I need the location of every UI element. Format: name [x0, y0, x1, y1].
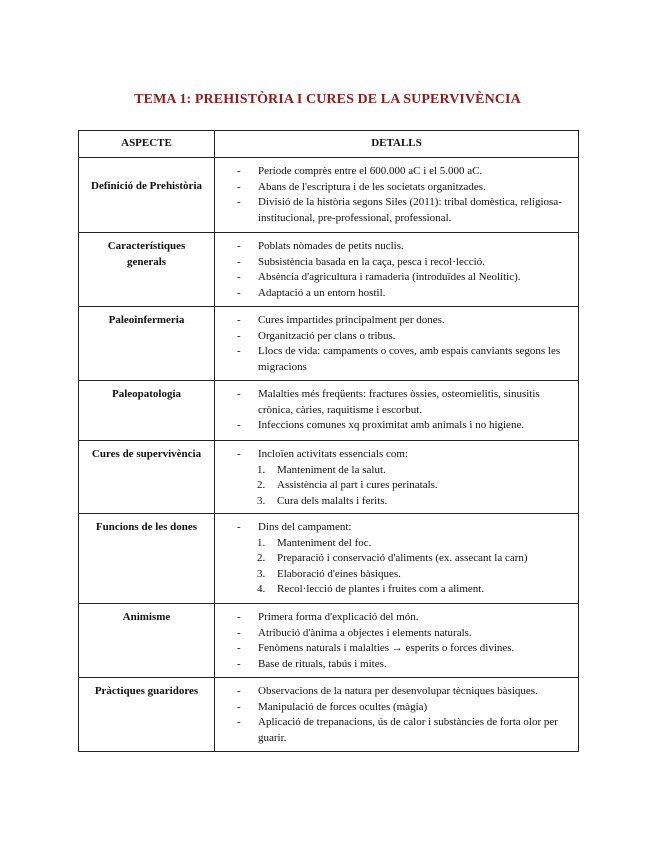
numbered-item-text: Preparació i conservació d'aliments (ex. assecant la carn)	[277, 552, 528, 564]
summary-table	[78, 130, 579, 752]
numbered-sublist	[237, 463, 570, 510]
details-cell	[215, 514, 579, 604]
numbered-item-text: Elaboració d'eines bàsiques.	[277, 567, 401, 580]
list-item: - Llocs de vida: campaments o coves, amb espais canviants segons les migracions	[237, 344, 570, 375]
bullet-list	[237, 387, 570, 434]
table-row	[79, 381, 579, 441]
numbered-item: 3. Elaboració d'eines bàsiques.	[257, 567, 401, 580]
aspect-cell	[79, 233, 215, 307]
list-item: - Observacions de la natura per desenvolupar tècniques bàsiques.	[237, 684, 570, 700]
list-item: - Manipulació de forces ocultes (màgia)	[237, 700, 570, 716]
aspect-label: Paleoinfermeria	[108, 314, 185, 326]
list-item: - Aplicació de trepanacions, ús de calor i substàncies de forta olor per guarir.	[237, 715, 570, 746]
list-item: - Cures impartides principalment per dones.	[237, 313, 570, 329]
header-row	[79, 131, 579, 158]
list-item: - Poblats nòmades de petits nuclis.	[237, 239, 570, 255]
table-row	[79, 604, 579, 678]
list-item: - Dins del campament:	[237, 520, 570, 536]
table-row	[79, 307, 579, 381]
page-title: TEMA 1: PREHISTÒRIA I CURES DE LA SUPERVIVÈNCIA	[134, 92, 521, 107]
details-cell	[215, 678, 579, 752]
details-cell	[215, 307, 579, 381]
bullet-list	[237, 610, 570, 672]
details-cell	[215, 233, 579, 307]
list-item: - Malalties més freqüents: fractures òssies, osteomielitis, sinusitis crònica, càries, raquitisme i escorbut.	[237, 387, 570, 418]
numbered-item-text: Assistència al part i cures perinatals.	[277, 479, 438, 491]
details-cell	[215, 158, 579, 233]
bullet-list	[237, 520, 570, 536]
aspect-cell	[79, 307, 215, 381]
list-item: - Període comprès entre el 600.000 aC i el 5.000 aC.	[237, 164, 570, 180]
numbered-sublist	[237, 536, 570, 598]
numbered-item: 3. Cura dels malalts i ferits.	[257, 494, 388, 507]
list-item: - Infeccions comunes xq proximitat amb animals i no higiene.	[237, 418, 570, 434]
numbered-item-text: Recol·lecció de plantes i fruites com a aliment.	[277, 583, 485, 595]
list-item: - Base de rituals, tabús i mites.	[237, 657, 570, 673]
list-item: - Organització per clans o tribus.	[237, 329, 570, 345]
numbered-item-text: Manteniment del foc.	[277, 536, 372, 549]
details-cell	[215, 441, 579, 514]
aspect-cell	[79, 678, 215, 752]
numbered-item: 2. Assistència al part i cures perinatals.	[257, 479, 438, 491]
bullet-list	[237, 684, 570, 746]
aspect-label: Paleopatologia	[111, 388, 182, 400]
aspect-cell	[79, 514, 215, 604]
aspect-label: Característiques generals	[107, 240, 186, 268]
table-row	[79, 158, 579, 233]
aspect-label: Funcions de les dones	[95, 521, 198, 533]
table-row	[79, 233, 579, 307]
details-cell	[215, 604, 579, 678]
numbered-item: 2. Preparació i conservació d'aliments (ex. assecant la carn)	[257, 552, 528, 564]
numbered-item-text: Cura dels malalts i ferits.	[277, 494, 388, 507]
numbered-item: 1. Manteniment del foc.	[257, 536, 372, 549]
list-item: - Primera forma d'explicació del món.	[237, 610, 570, 626]
list-item: - Adaptació a un entorn hostil.	[237, 286, 570, 302]
bullet-list	[237, 164, 570, 226]
table-row	[79, 514, 579, 604]
aspect-cell	[79, 381, 215, 441]
numbered-item: 1. Manteniment de la salut.	[257, 463, 386, 476]
list-item: - Incloïen activitats essencials com:	[237, 447, 570, 463]
list-item: - Divisió de la història segons Siles (2011): tribal domèstica, religiosa-institucional, pre-professional, professional.	[237, 195, 570, 226]
list-item: - Subsistència basada en la caça, pesca i recol·lecció.	[237, 255, 570, 271]
table-row	[79, 678, 579, 752]
list-item: - Absència d'agricultura i ramaderia (introduïdes al Neolític).	[237, 270, 570, 286]
details-cell	[215, 381, 579, 441]
aspect-label: Definició de Prehistòria	[91, 180, 202, 192]
aspect-label: Pràctiques guaridores	[94, 685, 199, 697]
aspect-cell	[79, 604, 215, 678]
numbered-item-text: Manteniment de la salut.	[277, 463, 386, 476]
bullet-list	[237, 313, 570, 375]
aspect-cell	[79, 158, 215, 233]
column-header-details: DETALLS	[215, 131, 579, 158]
list-item: - Abans de l'escriptura i de les societats organitzades.	[237, 180, 570, 196]
aspect-label: Animisme	[122, 611, 171, 623]
aspect-cell	[79, 441, 215, 514]
column-header-aspect: ASPECTE	[79, 131, 215, 158]
bullet-list	[237, 239, 570, 301]
numbered-item: 4. Recol·lecció de plantes i fruites com a aliment.	[257, 583, 485, 595]
bullet-list	[237, 447, 570, 463]
list-item: - Atribució d'ànima a objectes i elements naturals.	[237, 626, 570, 642]
list-item: - Fenòmens naturals i malalties → esperits o forces divines.	[237, 641, 570, 657]
aspect-label: Cures de supervivència	[91, 448, 202, 460]
table-row	[79, 441, 579, 514]
